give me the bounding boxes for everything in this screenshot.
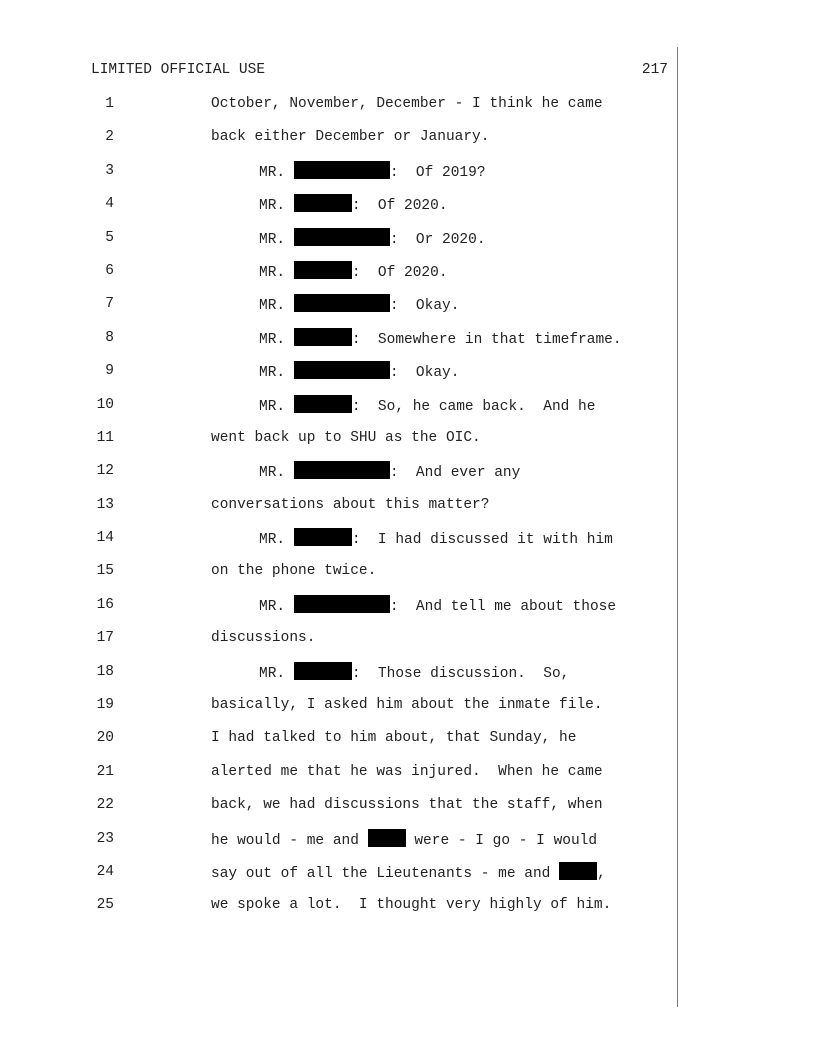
redaction-block (294, 161, 390, 179)
line-20 (0, 728, 816, 761)
line-text: went back up to SHU as the OIC. (211, 429, 481, 446)
line-number: 14 (96, 530, 114, 547)
line-text-before: say out of all the Lieutenants - me and (211, 865, 560, 882)
redaction-block (294, 194, 352, 212)
speech-text: : Okay. (389, 298, 460, 315)
line-11 (0, 428, 816, 461)
line-number: 2 (105, 129, 114, 146)
line-9 (0, 361, 816, 394)
line-number: 23 (96, 830, 114, 847)
speech-text: : And tell me about those (389, 598, 617, 615)
speaker-line (259, 361, 459, 383)
line-23 (0, 829, 816, 862)
speaker-line (259, 228, 486, 250)
line-2 (0, 127, 816, 160)
speaker-prefix: MR. (259, 465, 294, 482)
speech-text: : Of 2019? (389, 164, 486, 181)
line-25 (0, 895, 816, 928)
speaker-prefix: MR. (259, 298, 294, 315)
line-1 (0, 94, 816, 127)
speaker-line (259, 294, 459, 316)
redaction-block (294, 228, 390, 246)
line-number: 19 (96, 697, 114, 714)
line-text: October, November, December - I think he came (211, 96, 603, 112)
transcript-lines (0, 94, 816, 929)
line-3 (0, 161, 816, 194)
line-18 (0, 662, 816, 695)
line-13 (0, 495, 816, 528)
speaker-line (259, 528, 613, 550)
redaction-block (294, 361, 390, 379)
speech-text: : Those discussion. So, (351, 665, 570, 682)
speaker-prefix: MR. (259, 665, 294, 682)
line-text: back, we had discussions that the staff, when (211, 797, 603, 814)
speaker-line (259, 595, 616, 617)
speaker-prefix: MR. (259, 231, 294, 248)
line-number: 8 (105, 329, 114, 346)
line-number: 20 (96, 730, 114, 747)
redaction-block (294, 595, 390, 613)
line-text-after: , (597, 865, 606, 882)
speech-text: : Or 2020. (389, 231, 486, 248)
line-number: 6 (105, 262, 114, 279)
line-16 (0, 595, 816, 628)
line-7 (0, 294, 816, 327)
speaker-line (259, 328, 622, 350)
line-15 (0, 561, 816, 594)
line-text: back either December or January. (211, 129, 490, 146)
redaction-block (294, 294, 390, 312)
redaction-block (294, 461, 390, 479)
speaker-line (259, 161, 486, 183)
speech-text: : Somewhere in that timeframe. (351, 331, 622, 348)
line-12 (0, 461, 816, 494)
speaker-prefix: MR. (259, 331, 294, 348)
line-number: 4 (105, 196, 114, 213)
redaction-block (294, 662, 352, 680)
redaction-block (559, 862, 597, 880)
line-number: 21 (96, 763, 114, 780)
redaction-block (294, 261, 352, 279)
line-text: on the phone twice. (211, 563, 377, 580)
line-number: 16 (96, 596, 114, 613)
speaker-line (259, 662, 569, 684)
speaker-line (259, 194, 448, 216)
line-text: we spoke a lot. I thought very highly of him. (211, 897, 612, 914)
speech-text: : I had discussed it with him (351, 532, 613, 549)
speech-text: : Of 2020. (351, 264, 448, 281)
speaker-prefix: MR. (259, 598, 294, 615)
speaker-prefix: MR. (259, 164, 294, 181)
line-text-after: were - I go - I would (405, 832, 598, 849)
line-text: discussions. (211, 630, 316, 647)
line-6 (0, 261, 816, 294)
header-classification: LIMITED OFFICIAL USE (91, 62, 266, 78)
speaker-line (259, 461, 520, 483)
line-number: 22 (96, 797, 114, 814)
speaker-prefix: MR. (259, 398, 294, 415)
redaction-block (294, 328, 352, 346)
page-number: 217 (641, 62, 668, 78)
line-number: 13 (96, 496, 114, 513)
line-text: I had talked to him about, that Sunday, he (211, 730, 577, 747)
line-text-before: he would - me and (211, 832, 368, 849)
line-text: alerted me that he was injured. When he came (211, 763, 603, 780)
redaction-block (368, 829, 406, 847)
redaction-block (294, 528, 352, 546)
line-number: 15 (96, 563, 114, 580)
speaker-prefix: MR. (259, 532, 294, 549)
line-number: 1 (105, 96, 114, 112)
line-17 (0, 628, 816, 661)
line-number: 9 (105, 363, 114, 380)
line-number: 5 (105, 229, 114, 246)
line-number: 10 (96, 396, 114, 413)
line-5 (0, 228, 816, 261)
line-number: 12 (96, 463, 114, 480)
line-number: 17 (96, 630, 114, 647)
line-24 (0, 862, 816, 895)
speech-text: : Okay. (389, 365, 460, 382)
line-number: 7 (105, 296, 114, 313)
speaker-prefix: MR. (259, 198, 294, 215)
speaker-prefix: MR. (259, 264, 294, 281)
line-10 (0, 395, 816, 428)
line-number: 11 (96, 429, 114, 446)
line-text-with-redaction (211, 862, 606, 884)
line-text-with-redaction (211, 829, 597, 851)
speech-text: : Of 2020. (351, 198, 448, 215)
line-8 (0, 328, 816, 361)
line-number: 24 (96, 863, 114, 880)
speaker-line (259, 261, 448, 283)
speech-text: : So, he came back. And he (351, 398, 596, 415)
line-number: 18 (96, 663, 114, 680)
redaction-block (294, 395, 352, 413)
line-14 (0, 528, 816, 561)
speaker-prefix: MR. (259, 365, 294, 382)
line-4 (0, 194, 816, 227)
line-19 (0, 695, 816, 728)
line-number: 25 (96, 897, 114, 914)
line-text: basically, I asked him about the inmate file. (211, 697, 603, 714)
speech-text: : And ever any (389, 465, 521, 482)
line-22 (0, 795, 816, 828)
line-number: 3 (105, 162, 114, 179)
speaker-line (259, 395, 595, 417)
line-text: conversations about this matter? (211, 496, 490, 513)
line-21 (0, 762, 816, 795)
